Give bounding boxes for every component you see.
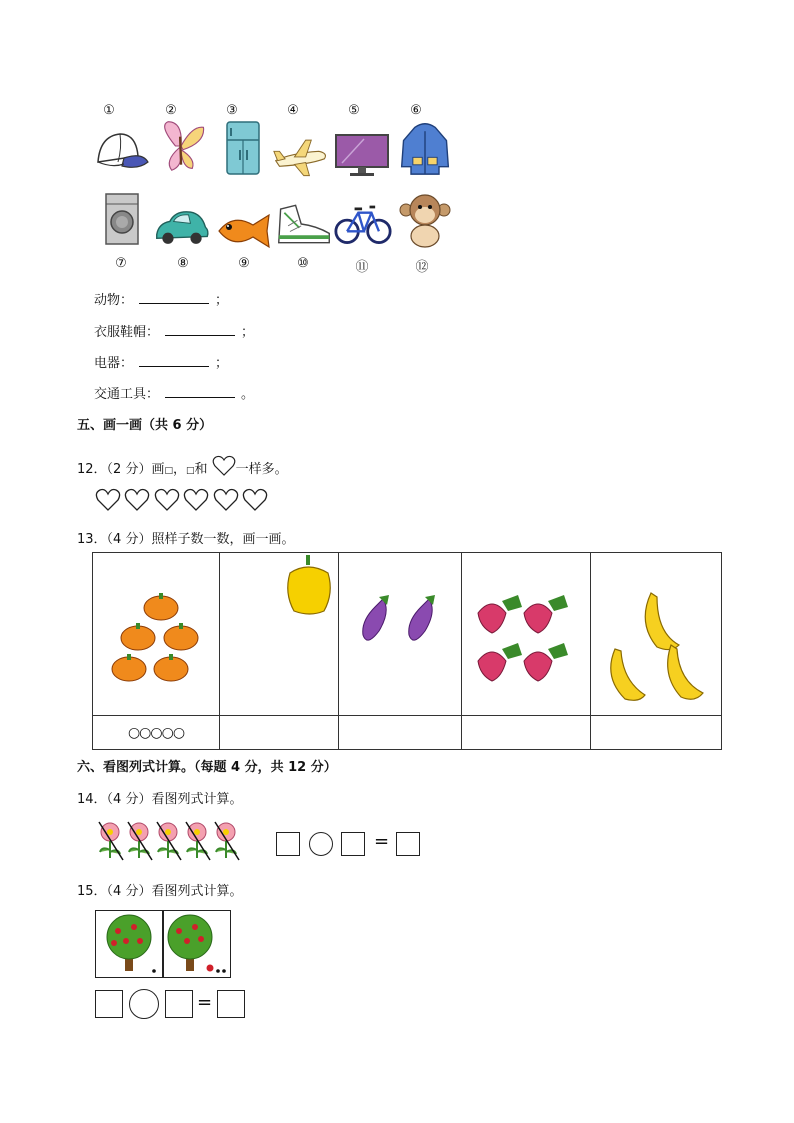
cap-icon [92,122,150,178]
appliance-label: 电器： [94,356,134,371]
clothes-end: ； [241,325,255,340]
question-15: 15．（4 分）看图列式计算。 [77,884,243,899]
appliance-end: ； [215,356,229,371]
heart-icon [184,490,207,511]
q15-box-2[interactable] [165,990,193,1018]
item-number-5: ⑤ [348,103,360,118]
heart-icon [212,455,236,477]
q12-and: 和 [194,462,208,477]
pumpkin-icon [93,553,219,711]
item-number-9: ⑨ [238,256,250,271]
radish-icon [462,553,590,711]
eggplant-answer-cell[interactable] [339,716,462,750]
item-number-8: ⑧ [177,256,189,271]
tv-icon [334,126,392,182]
eggplant-icon [339,553,461,711]
q15-operator-circle[interactable] [129,989,159,1019]
q12-prefix: 12．（2 分）画 [77,462,165,477]
q12-suffix: 一样多。 [235,462,288,477]
clothes-blank[interactable] [165,323,235,336]
q15-equals: = [197,992,213,1013]
fridge-icon [215,120,273,176]
apple-tree-icon [164,911,230,977]
tree-panel-2 [163,910,231,978]
question-12 [77,455,288,477]
transport-label: 交通工具： [94,387,160,402]
q12-comma: ， [172,462,186,477]
question-13: 13．（4 分）照样子数一数，画一画。 [77,532,295,547]
flowers-crossed-icon [95,820,245,862]
radish-cell[interactable] [462,553,591,716]
section-5-title: 五、画一画（共 6 分） [77,418,213,433]
animals-end: ； [215,293,229,308]
sample-answer-cell: ○○○○○ [93,716,220,750]
section-6-title: 六、看图列式计算。（每题 4 分，共 12 分） [77,760,337,775]
appliance-blank[interactable] [139,354,209,367]
banana-icon [591,553,721,711]
heart-icon [96,490,119,511]
animals-label: 动物： [94,293,134,308]
pumpkin-cell [93,553,220,716]
bicycle-icon [334,194,392,250]
item-number-7: ⑦ [115,256,127,271]
eggplant-cell[interactable] [339,553,462,716]
question-14: 14．（4 分）看图列式计算。 [77,792,243,807]
airplane-icon [272,128,330,184]
q14-equals: = [374,831,390,852]
fish-icon [215,202,273,258]
q14-box-result[interactable] [396,832,420,856]
counting-table [92,552,722,750]
q14-box-2[interactable] [341,832,365,856]
square-glyph: □ [164,466,173,476]
tree-panel-1 [95,910,163,978]
monkey-icon [396,192,454,248]
clothes-label: 衣服鞋帽： [94,325,160,340]
item-number-3: ③ [226,103,238,118]
pepper-answer-cell[interactable] [220,716,339,750]
pepper-cell[interactable] [220,553,339,716]
heart-icon [243,490,266,511]
animals-blank[interactable] [139,291,209,304]
hearts-row [95,488,275,516]
heart-icon [155,490,178,511]
q15-box-result[interactable] [217,990,245,1018]
radish-answer-cell[interactable] [462,716,591,750]
jacket-icon [396,120,454,176]
q14-box-1[interactable] [276,832,300,856]
item-number-1: ① [103,103,115,118]
banana-answer-cell[interactable] [591,716,722,750]
banana-cell[interactable] [591,553,722,716]
transport-blank[interactable] [165,385,235,398]
q14-operator-circle[interactable] [309,832,333,856]
item-number-4: ④ [287,103,299,118]
heart-icon [125,490,148,511]
sneaker-icon [275,196,333,252]
clothes-line [94,321,254,340]
q15-box-1[interactable] [95,990,123,1018]
item-number-12: ⑫ [415,260,429,275]
apple-tree-icon [96,911,162,977]
item-number-6: ⑥ [410,103,422,118]
car-icon [153,200,211,256]
item-number-11: ⑪ [355,260,369,275]
butterfly-icon [153,118,211,174]
heart-icon [214,490,237,511]
square-glyph: □ [185,466,195,476]
transport-end: 。 [241,387,255,402]
transport-line [94,383,254,402]
animals-line [94,289,228,308]
item-number-10: ⑩ [297,256,309,271]
washer-icon [94,192,152,248]
item-number-2: ② [165,103,177,118]
appliance-line [94,352,228,371]
pepper-icon [220,553,338,711]
